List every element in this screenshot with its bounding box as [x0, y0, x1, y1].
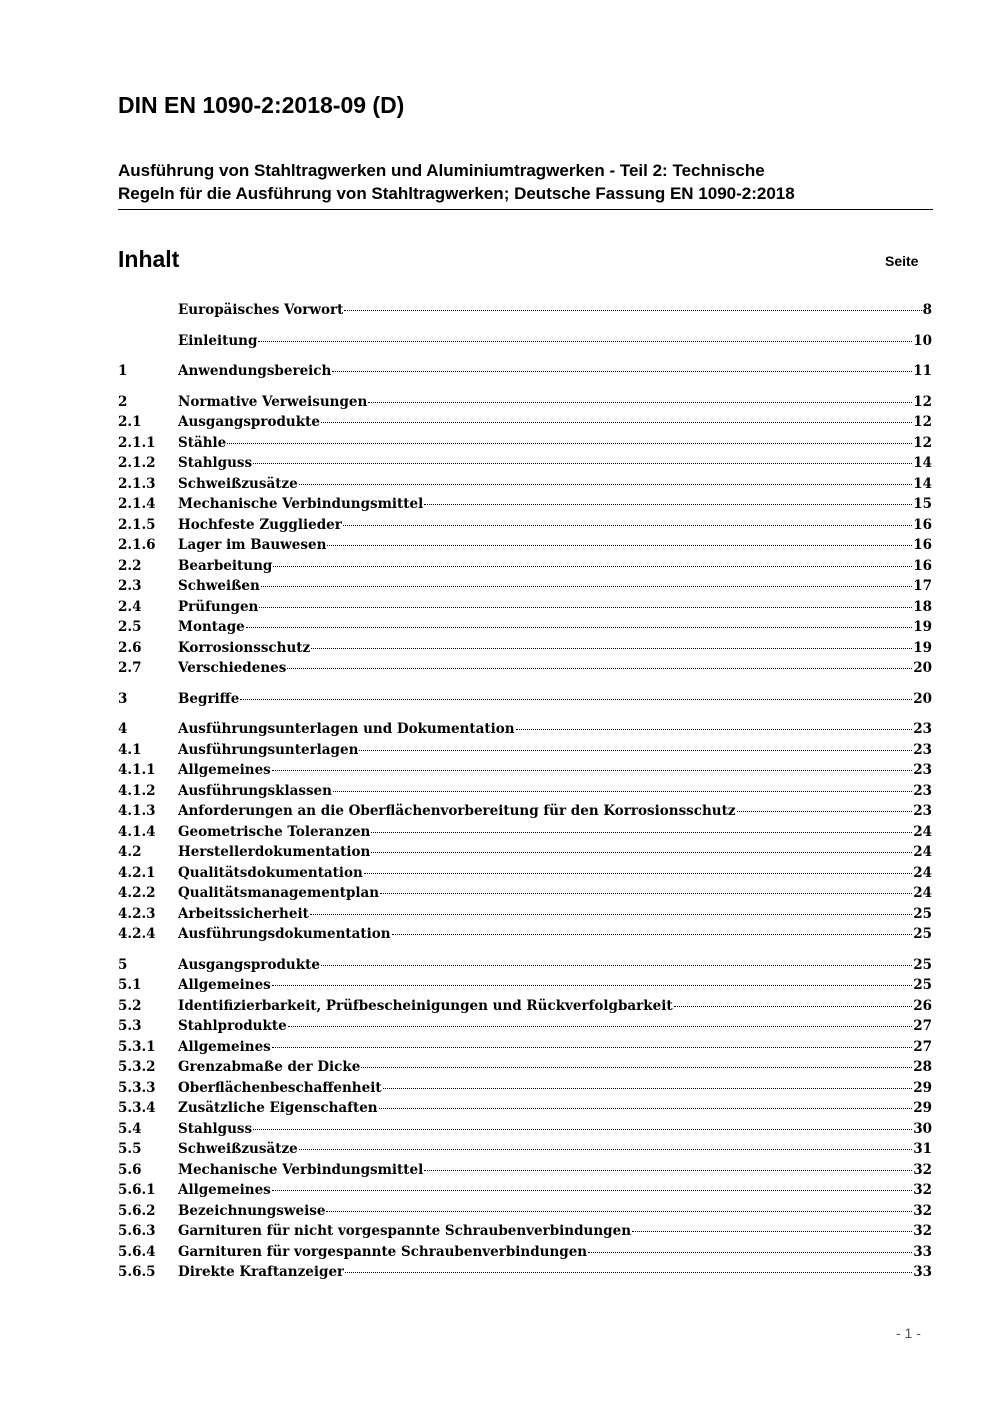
toc-entry-title: Arbeitssicherheit	[178, 905, 309, 922]
toc-entry[interactable]	[118, 394, 932, 415]
subtitle-line-1: Ausführung von Stahltragwerken und Aluminiumtragwerken - Teil 2: Technische	[118, 161, 765, 180]
toc-entry-title: Qualitätsdokumentation	[178, 864, 363, 881]
toc-entry[interactable]	[118, 691, 932, 712]
toc-entry-title: Ausgangsprodukte	[178, 956, 320, 973]
toc-entry-title: Stähle	[178, 434, 227, 451]
toc-entry-title: Ausführungsklassen	[178, 782, 332, 799]
toc-entry-number: 4.2.4	[118, 926, 156, 942]
toc-entry-page: 24	[913, 864, 932, 881]
toc-dot-leader	[287, 668, 912, 669]
toc-dot-leader	[227, 443, 912, 444]
toc-dot-leader	[632, 1231, 912, 1232]
toc-entry-page: 12	[913, 434, 932, 451]
toc-entry[interactable]	[118, 1141, 932, 1162]
toc-entry[interactable]	[118, 762, 932, 783]
toc-entry-page: 14	[913, 455, 932, 471]
toc-entry-number: 4.1.1	[118, 762, 156, 778]
toc-entry-title: Garnituren für vorgespannte Schraubenverbindungen	[178, 1243, 588, 1260]
toc-entry-number: 4.1.2	[118, 782, 156, 799]
toc-entry-title: Garnituren für nicht vorgespannte Schraubenverbindungen	[178, 1223, 632, 1239]
toc-entry[interactable]	[118, 496, 932, 517]
toc-dot-leader	[392, 934, 913, 935]
toc-dot-leader	[311, 648, 912, 649]
toc-entry-title: Ausführungsunterlagen und Dokumentation	[178, 721, 515, 737]
toc-entry-title: Schweißzusätze	[178, 475, 298, 492]
toc-entry-number: 5.6	[118, 1161, 142, 1178]
toc-entry-title: Direkte Kraftanzeiger	[178, 1264, 345, 1280]
toc-dot-leader	[371, 832, 912, 833]
toc-entry-number: 2.7	[118, 660, 142, 676]
toc-entry[interactable]	[118, 578, 932, 599]
toc-dot-leader	[261, 586, 912, 587]
toc-entry-number: 5.1	[118, 977, 142, 993]
toc-entry[interactable]	[118, 1059, 932, 1080]
contents-heading: Inhalt	[118, 246, 180, 272]
toc-entry-page: 11	[913, 363, 932, 379]
toc-dot-leader	[321, 422, 912, 423]
toc-entry-title: Oberflächenbeschaffenheit	[178, 1079, 382, 1096]
toc-entry-page: 28	[913, 1059, 932, 1075]
toc-entry-number: 4.1.4	[118, 823, 156, 840]
toc-entry-title: Einleitung	[178, 332, 258, 349]
toc-entry[interactable]	[118, 333, 932, 354]
toc-dot-leader	[588, 1252, 912, 1253]
toc-entry-title: Allgemeines	[178, 1182, 271, 1198]
toc-entry-page: 16	[913, 516, 932, 533]
toc-entry-number: 5.3.3	[118, 1079, 156, 1096]
toc-dot-leader	[272, 770, 912, 771]
toc-entry-page: 33	[913, 1264, 932, 1280]
toc-entry[interactable]	[118, 957, 932, 978]
toc-entry-title: Ausgangsprodukte	[178, 414, 320, 430]
toc-entry-page: 20	[913, 660, 932, 676]
toc-dot-leader	[332, 371, 912, 372]
toc-dot-leader	[359, 750, 912, 751]
toc-entry-page: 23	[913, 782, 932, 799]
toc-entry-number: 5.3	[118, 1018, 142, 1034]
toc-entry-page: 29	[913, 1079, 932, 1096]
toc-entry[interactable]	[118, 435, 932, 456]
toc-dot-leader	[380, 893, 912, 894]
toc-dot-leader	[368, 402, 912, 403]
toc-entry-title: Stahlguss	[178, 1120, 253, 1137]
toc-entry-title: Herstellerdokumentation	[178, 844, 371, 860]
toc-dot-leader	[737, 811, 913, 812]
toc-dot-leader	[246, 627, 912, 628]
toc-dot-leader	[272, 985, 912, 986]
toc-dot-leader	[333, 791, 912, 792]
toc-entry[interactable]	[118, 599, 932, 620]
toc-entry-number: 5.3.1	[118, 1038, 156, 1055]
toc-entry-number: 5.3.2	[118, 1059, 156, 1075]
toc-entry-number: 2.1.1	[118, 434, 156, 451]
page-number: - 1 -	[896, 1325, 921, 1341]
toc-entry-title: Lager im Bauwesen	[178, 537, 327, 553]
toc-dot-leader	[259, 607, 912, 608]
toc-entry[interactable]	[118, 537, 932, 558]
toc-entry-title: Korrosionsschutz	[178, 639, 311, 656]
toc-entry[interactable]	[118, 363, 932, 384]
toc-entry-title: Bezeichnungsweise	[178, 1202, 326, 1219]
toc-entry-number: 5	[118, 956, 128, 973]
toc-entry-page: 12	[913, 393, 932, 410]
toc-entry-page: 24	[913, 844, 932, 860]
toc-entry[interactable]	[118, 619, 932, 640]
toc-entry-title: Ausführungsunterlagen	[178, 741, 359, 758]
toc-entry-page: 16	[913, 557, 932, 574]
toc-entry-page: 8	[922, 302, 932, 318]
toc-entry-page: 32	[913, 1182, 932, 1198]
toc-entry[interactable]	[118, 660, 932, 681]
toc-entry-page: 25	[913, 926, 932, 942]
toc-entry-number: 5.6.3	[118, 1223, 156, 1239]
toc-entry-page: 12	[913, 414, 932, 430]
toc-entry-number: 4.1	[118, 741, 142, 758]
toc-entry-title: Normative Verweisungen	[178, 393, 368, 410]
toc-entry-number: 4.2	[118, 844, 142, 860]
toc-entry-title: Europäisches Vorwort	[178, 302, 344, 318]
toc-entry[interactable]	[118, 803, 932, 824]
toc-entry-page: 18	[913, 598, 932, 615]
toc-dot-leader	[299, 1149, 913, 1150]
toc-entry-page: 17	[913, 578, 932, 594]
toc-entry-page: 32	[913, 1223, 932, 1239]
toc-entry-page: 25	[913, 977, 932, 993]
toc-dot-leader	[424, 1170, 912, 1171]
toc-entry-page: 32	[913, 1161, 932, 1178]
toc-entry[interactable]	[118, 1203, 932, 1224]
toc-entry-number: 3	[118, 690, 128, 707]
toc-entry-title: Prüfungen	[178, 598, 259, 615]
toc-entry-number: 4	[118, 721, 128, 737]
toc-entry[interactable]	[118, 455, 932, 476]
toc-entry-title: Identifizierbarkeit, Prüfbescheinigungen und Rückverfolgbarkeit	[178, 997, 673, 1014]
toc-entry-number: 5.6.2	[118, 1202, 156, 1219]
toc-dot-leader	[371, 852, 912, 853]
toc-entry-number: 1	[118, 363, 128, 379]
toc-entry[interactable]	[118, 1244, 932, 1265]
toc-dot-leader	[344, 310, 921, 311]
toc-dot-leader	[379, 1108, 913, 1109]
toc-entry-number: 2.5	[118, 619, 142, 635]
toc-entry-number: 2.4	[118, 598, 142, 615]
toc-entry-number: 2.1.6	[118, 537, 156, 553]
toc-entry-page: 31	[913, 1141, 932, 1157]
toc-entry[interactable]	[118, 1100, 932, 1121]
toc-entry-title: Verschiedenes	[178, 660, 287, 676]
toc-dot-leader	[516, 729, 913, 730]
toc-dot-leader	[253, 1129, 912, 1130]
toc-entry-number: 2.1.5	[118, 516, 156, 533]
toc-entry-number: 4.2.3	[118, 905, 156, 922]
toc-dot-leader	[327, 545, 912, 546]
toc-entry-title: Ausführungsdokumentation	[178, 926, 391, 942]
toc-entry-page: 27	[913, 1018, 932, 1034]
toc-dot-leader	[258, 341, 912, 342]
toc-entry[interactable]	[118, 1080, 932, 1101]
toc-dot-leader	[273, 566, 912, 567]
toc-entry-page: 23	[913, 762, 932, 778]
toc-entry-page: 14	[913, 475, 932, 492]
toc-entry-title: Stahlguss	[178, 455, 253, 471]
toc-entry[interactable]	[118, 926, 932, 947]
toc-entry-title: Zusätzliche Eigenschaften	[178, 1100, 378, 1116]
toc-dot-leader	[343, 525, 912, 526]
toc-entry-number: 2.1.2	[118, 455, 156, 471]
toc-entry[interactable]	[118, 640, 932, 661]
toc-entry-number: 2	[118, 393, 128, 410]
toc-entry-number: 5.3.4	[118, 1100, 156, 1116]
toc-entry-page: 26	[913, 997, 932, 1014]
toc-entry[interactable]	[118, 783, 932, 804]
toc-entry-page: 20	[913, 690, 932, 707]
toc-dot-leader	[383, 1088, 913, 1089]
toc-dot-leader	[364, 873, 912, 874]
toc-dot-leader	[299, 484, 913, 485]
toc-entry[interactable]	[118, 721, 932, 742]
toc-dot-leader	[321, 965, 912, 966]
document-title: DIN EN 1090-2:2018-09 (D)	[118, 92, 405, 118]
toc-entry-page: 25	[913, 956, 932, 973]
toc-entry-title: Allgemeines	[178, 762, 271, 778]
toc-entry-number: 5.6.1	[118, 1182, 156, 1198]
toc-entry-title: Bearbeitung	[178, 557, 273, 574]
toc-entry-number: 5.5	[118, 1141, 142, 1157]
toc-dot-leader	[240, 699, 912, 700]
toc-dot-leader	[361, 1067, 912, 1068]
toc-entry-title: Stahlprodukte	[178, 1018, 287, 1034]
toc-entry[interactable]	[118, 977, 932, 998]
toc-entry[interactable]	[118, 865, 932, 886]
toc-entry[interactable]	[118, 1018, 932, 1039]
toc-entry-title: Allgemeines	[178, 977, 271, 993]
toc-entry[interactable]	[118, 1223, 932, 1244]
toc-entry-title: Qualitätsmanagementplan	[178, 885, 380, 901]
toc-dot-leader	[272, 1190, 912, 1191]
page-column-label: Seite	[885, 253, 919, 269]
toc-entry[interactable]	[118, 844, 932, 865]
toc-entry-number: 2.6	[118, 639, 142, 656]
toc-entry-number: 4.1.3	[118, 803, 156, 819]
toc-entry-number: 2.1.4	[118, 496, 156, 512]
toc-entry-title: Mechanische Verbindungsmittel	[178, 1161, 424, 1178]
toc-entry-title: Schweißen	[178, 578, 260, 594]
toc-entry-title: Anforderungen an die Oberflächenvorbereitung für den Korrosionsschutz	[178, 803, 736, 819]
toc-entry-page: 15	[913, 496, 932, 512]
toc-entry-page: 33	[913, 1243, 932, 1260]
table-of-contents	[118, 302, 932, 1285]
toc-entry-page: 29	[913, 1100, 932, 1116]
toc-entry-number: 2.1.3	[118, 475, 156, 492]
toc-entry[interactable]	[118, 1162, 932, 1183]
toc-entry-page: 19	[913, 619, 932, 635]
toc-entry-number: 5.6.4	[118, 1243, 156, 1260]
toc-entry[interactable]	[118, 558, 932, 579]
toc-entry[interactable]	[118, 414, 932, 435]
toc-entry-number: 5.4	[118, 1120, 142, 1137]
toc-entry-title: Begriffe	[178, 690, 240, 707]
toc-entry-title: Grenzabmaße der Dicke	[178, 1059, 361, 1075]
toc-entry-page: 23	[913, 741, 932, 758]
document-subtitle	[118, 159, 933, 210]
toc-dot-leader	[326, 1211, 912, 1212]
toc-entry[interactable]	[118, 998, 932, 1019]
toc-dot-leader	[272, 1047, 912, 1048]
toc-entry-page: 25	[913, 905, 932, 922]
toc-entry-page: 24	[913, 823, 932, 840]
toc-entry-title: Anwendungsbereich	[178, 363, 332, 379]
toc-dot-leader	[674, 1006, 913, 1007]
toc-entry-number: 5.6.5	[118, 1264, 156, 1280]
toc-entry-number: 2.1	[118, 414, 142, 430]
toc-entry-number: 4.2.1	[118, 864, 156, 881]
toc-entry-page: 19	[913, 639, 932, 656]
toc-entry-page: 23	[913, 721, 932, 737]
toc-entry-page: 30	[913, 1120, 932, 1137]
toc-entry-title: Montage	[178, 619, 245, 635]
subtitle-line-2: Regeln für die Ausführung von Stahltragwerken; Deutsche Fassung EN 1090-2:2018	[118, 184, 795, 203]
toc-entry-page: 27	[913, 1038, 932, 1055]
toc-entry-number: 2.2	[118, 557, 142, 574]
toc-entry-page: 32	[913, 1202, 932, 1219]
toc-entry[interactable]	[118, 906, 932, 927]
toc-entry-title: Hochfeste Zugglieder	[178, 516, 342, 533]
toc-entry[interactable]	[118, 476, 932, 497]
toc-entry[interactable]	[118, 302, 932, 323]
toc-entry[interactable]	[118, 1182, 932, 1203]
toc-entry-number: 4.2.2	[118, 885, 156, 901]
toc-entry-title: Mechanische Verbindungsmittel	[178, 496, 424, 512]
toc-entry[interactable]	[118, 1121, 932, 1142]
toc-entry-title: Geometrische Toleranzen	[178, 823, 371, 840]
toc-entry[interactable]	[118, 1039, 932, 1060]
toc-entry-title: Schweißzusätze	[178, 1141, 298, 1157]
toc-entry-page: 10	[913, 332, 932, 349]
toc-entry[interactable]	[118, 742, 932, 763]
toc-entry-title: Allgemeines	[178, 1038, 271, 1055]
toc-dot-leader	[253, 463, 912, 464]
toc-entry[interactable]	[118, 1264, 932, 1285]
toc-dot-leader	[310, 914, 912, 915]
toc-entry-number: 5.2	[118, 997, 142, 1014]
toc-entry-number: 2.3	[118, 578, 142, 594]
toc-entry-page: 23	[913, 803, 932, 819]
toc-entry[interactable]	[118, 517, 932, 538]
toc-dot-leader	[345, 1272, 912, 1273]
toc-entry[interactable]	[118, 824, 932, 845]
toc-entry-page: 16	[913, 537, 932, 553]
toc-dot-leader	[424, 504, 912, 505]
toc-entry-page: 24	[913, 885, 932, 901]
toc-dot-leader	[288, 1026, 913, 1027]
toc-entry[interactable]	[118, 885, 932, 906]
